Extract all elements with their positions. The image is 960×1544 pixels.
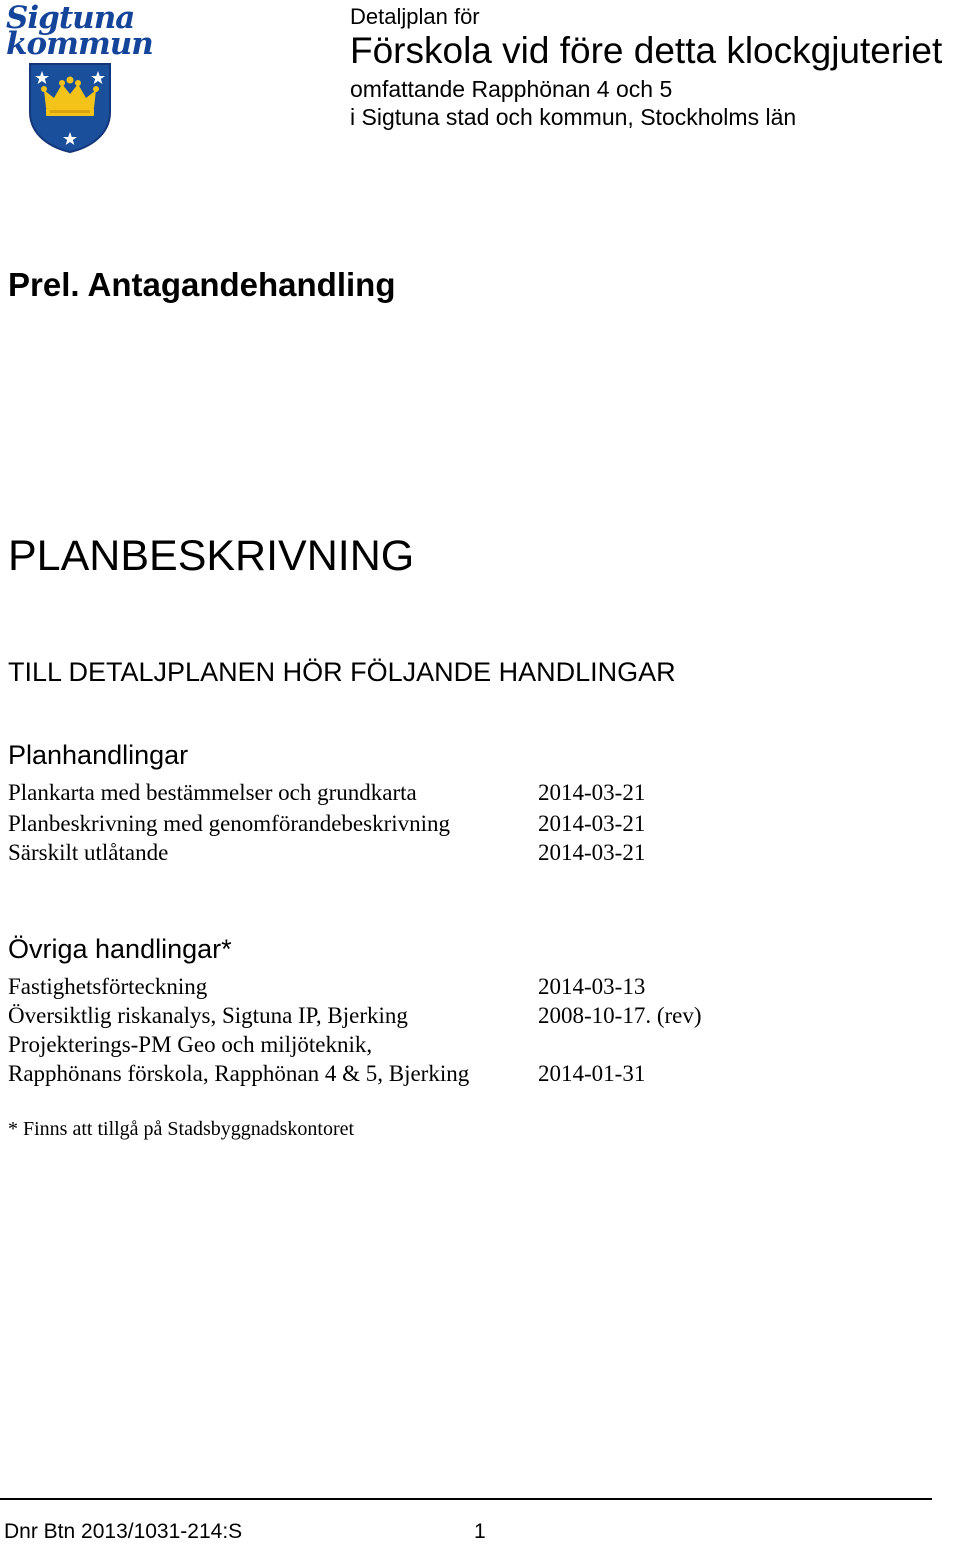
documents-list-heading: TILL DETALJPLANEN HÖR FÖLJANDE HANDLINGAR (8, 657, 676, 687)
other-document-name: Projekterings-PM Geo och miljöteknik, (8, 1032, 373, 1057)
other-document-date: 2014-01-31 (538, 1061, 646, 1086)
plan-document-date: 2014-03-21 (538, 811, 646, 836)
document-status: Prel. Antagandehandling (8, 266, 396, 303)
logo-wordmark-line1: Sigtuna (6, 0, 135, 36)
plan-document-date: 2014-03-21 (538, 840, 646, 865)
plan-document-date: 2014-03-21 (538, 780, 646, 805)
plan-subtitle-line1: omfattande Rapphönan 4 och 5 (350, 76, 673, 102)
other-documents-heading: Övriga handlingar* (8, 934, 232, 964)
logo-wordmark-line2: kommun (6, 26, 153, 62)
footer-divider (0, 1498, 932, 1500)
other-document-name: Fastighetsförteckning (8, 974, 208, 999)
availability-footnote: * Finns att tillgå på Stadsbyggnadskontoret (8, 1118, 355, 1140)
other-document-name: Översiktlig riskanalys, Sigtuna IP, Bjerking (8, 1003, 408, 1028)
plan-documents-heading: Planhandlingar (8, 740, 189, 770)
plan-document-name: Planbeskrivning med genomförandebeskrivning (8, 811, 451, 836)
other-document-date: 2014-03-13 (538, 974, 646, 999)
other-document-date: 2008-10-17. (rev) (538, 1003, 702, 1028)
plan-document-name: Plankarta med bestämmelser och grundkarta (8, 780, 417, 805)
sigtuna-crest-icon (28, 62, 112, 154)
plan-pre-title: Detaljplan för (350, 4, 480, 29)
plan-title: Förskola vid före detta klockgjuteriet (350, 30, 943, 71)
other-document-name: Rapphönans förskola, Rapphönan 4 & 5, Bjerking (8, 1061, 470, 1086)
plan-subtitle-line2: i Sigtuna stad och kommun, Stockholms län (350, 104, 797, 130)
plan-document-name: Särskilt utlåtande (8, 840, 169, 865)
footer-page-number: 1 (474, 1520, 486, 1543)
document-type-heading: PLANBESKRIVNING (8, 532, 415, 580)
footer-reference-number: Dnr Btn 2013/1031-214:S (4, 1520, 243, 1543)
sigtuna-kommun-logo (6, 0, 153, 154)
